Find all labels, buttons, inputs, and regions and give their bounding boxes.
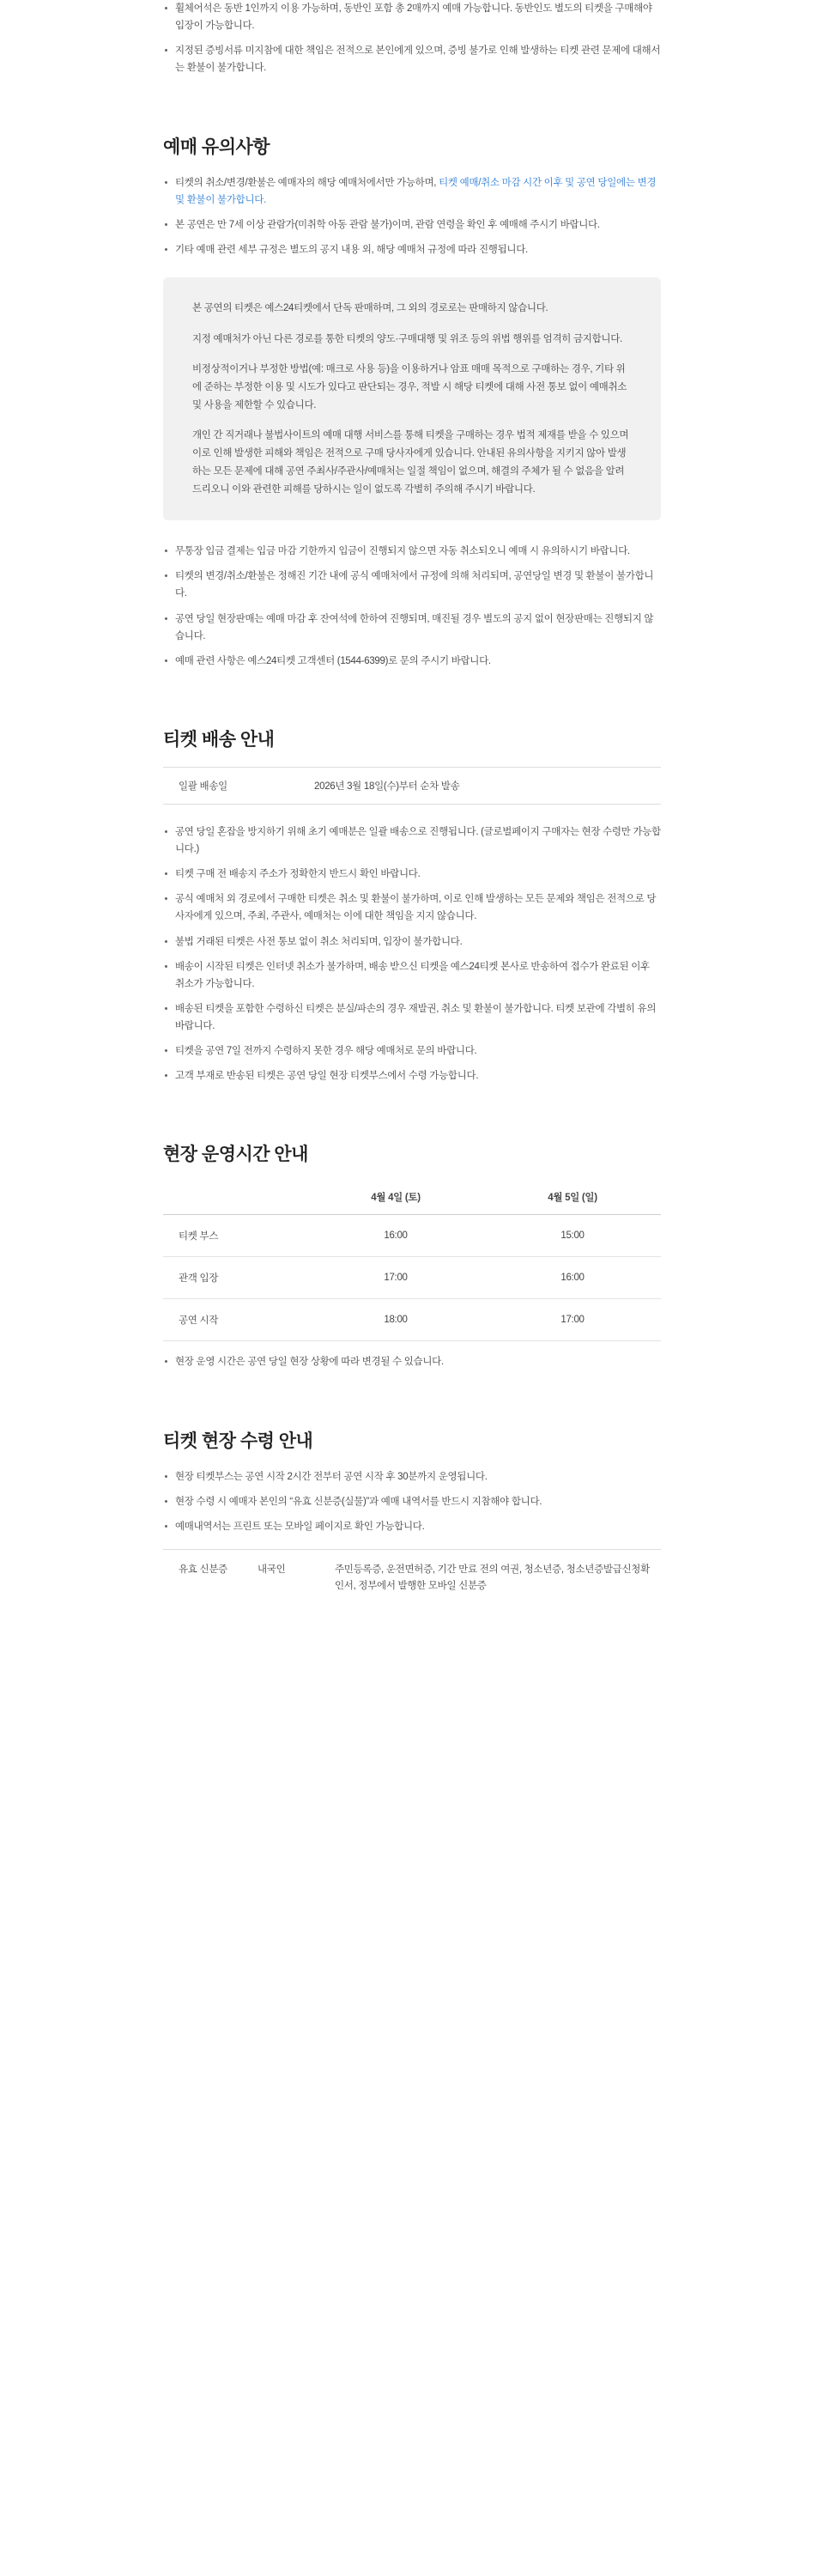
warning-panel <box>163 277 661 520</box>
list-item: 무통장 입금 결제는 입금 마감 기한까지 입금이 진행되지 않으면 자동 취소되오니 예매 시 유의하시기 바랍니다. <box>163 543 661 560</box>
valid-id-list: 주민등록증, 운전면허증, 기간 만료 전의 여권, 청소년증, 청소년증발급신청확인서, 정부에서 발행한 모바일 신분증 <box>335 1549 661 1607</box>
onsite-schedule-table <box>163 1182 661 1341</box>
list-item: 티켓 구매 전 배송지 주소가 정확한지 반드시 확인 바랍니다. <box>163 866 661 883</box>
list-item: 티켓의 변경/취소/환불은 정해진 기간 내에 공식 예매처에서 규정에 의해 처리되며, 공연당일 변경 및 환불이 불가합니다. <box>163 568 661 602</box>
schedule-note-list <box>163 1353 661 1370</box>
warning-paragraph: 지정 예매처가 아닌 다른 경로를 통한 티켓의 양도·구매대행 및 위조 등의 위법 행위를 엄격히 금지합니다. <box>192 333 622 344</box>
table-row <box>163 1549 661 1607</box>
valid-id-table <box>163 1549 661 1607</box>
section-title-booking-notes: 예매 유의사항 <box>163 137 270 157</box>
delivery-notes-list <box>163 823 661 1085</box>
schedule-row-label: 관객 입장 <box>163 1257 307 1299</box>
list-item: 공연 당일 현장판매는 예매 마감 후 잔여석에 한하여 진행되며, 매진될 경우 별도의 공지 없이 현장판매는 진행되지 않습니다. <box>163 611 661 645</box>
table-body <box>163 1215 661 1341</box>
list-item: 현장 수령 시 예매자 본인의 “유효 신분증(실물)”과 예매 내역서를 반드시 지참해야 합니다. <box>163 1493 661 1510</box>
list-item: 지정된 증빙서류 미지참에 대한 책임은 전적으로 본인에게 있으며, 증빙 불가로 인해 발생하는 티켓 관련 문제에 대해서는 환불이 불가합니다. <box>163 42 661 76</box>
warning-paragraph: 개인 간 직거래나 불법사이트의 예매 대행 서비스를 통해 티켓을 구매하는 경우 법적 제재를 받을 수 있으며 이로 인해 발생한 피해와 책임은 전적으로 구매 당사자에게 있습니다. 안내된 유의사항을 지키지 않아 발생하는 모든 문제에 대해 공연 주최사/주관사/예매처는 일절 책임이 없으며, 해결의 주체가 될 수 없음을 알려드리오니 이와 관련한 피해를 당하시는 일이 없도록 각별히 주의해 주시기 바랍니다. <box>192 430 629 495</box>
list-item: 불법 거래된 티켓은 사전 통보 없이 취소 처리되며, 입장이 불가합니다. <box>163 933 661 951</box>
spacer <box>163 677 661 726</box>
list-item: 예매 관련 사항은 예스24티켓 고객센터 (1544-6399)로 문의 주시기 바랍니다. <box>163 653 661 670</box>
list-item: 기타 예매 관련 세부 규정은 별도의 공지 내용 외, 해당 예매처 규정에 따라 진행됩니다. <box>163 241 661 258</box>
spacer <box>163 1379 661 1427</box>
section-title-schedule: 현장 운영시간 안내 <box>163 1145 308 1165</box>
list-item: 티켓을 공연 7일 전까지 수령하지 못한 경우 해당 예매처로 문의 바랍니다. <box>163 1042 661 1060</box>
list-item: 배송된 티켓을 포함한 수령하신 티켓은 분실/파손의 경우 재발권, 취소 및 환불이 불가합니다. 티켓 보관에 각별히 유의 바랍니다. <box>163 1000 661 1035</box>
table-row <box>163 1257 661 1299</box>
schedule-cell: 17:00 <box>484 1299 661 1341</box>
schedule-col-blank <box>163 1182 307 1215</box>
schedule-cell: 17:00 <box>307 1257 484 1299</box>
warning-paragraph: 본 공연의 티켓은 예스24티켓에서 단독 판매하며, 그 외의 경로로는 판매하지 않습니다. <box>192 303 548 313</box>
list-item: 현장 티켓부스는 공연 시작 2시간 전부터 공연 시작 후 30분까지 운영됩니다. <box>163 1468 661 1485</box>
table-row <box>163 767 661 804</box>
schedule-cell: 18:00 <box>307 1299 484 1341</box>
list-item: 현장 운영 시간은 공연 당일 현장 상황에 따라 변경될 수 있습니다. <box>163 1353 661 1370</box>
schedule-cell: 16:00 <box>307 1215 484 1257</box>
list-item-text: 티켓의 취소/변경/환불은 예매자의 해당 예매처에서만 가능하며, <box>175 177 439 188</box>
list-item: 고객 부재로 반송된 티켓은 공연 당일 현장 티켓부스에서 수령 가능합니다. <box>163 1067 661 1084</box>
list-item: 공연 당일 혼잡을 방지하기 위해 초기 예매분은 일괄 배송으로 진행됩니다. (글로벌페이지 구매자는 현장 수령만 가능합니다.) <box>163 823 661 858</box>
valid-id-label: 유효 신분증 <box>163 1549 258 1607</box>
booking-notes-list-after <box>163 543 661 670</box>
schedule-row-label: 티켓 부스 <box>163 1215 307 1257</box>
booking-notes-list <box>163 174 661 259</box>
table-row <box>163 1215 661 1257</box>
schedule-cell: 15:00 <box>484 1215 661 1257</box>
delivery-date-table <box>163 767 661 805</box>
top-continued-list <box>163 0 661 77</box>
spacer <box>163 85 661 133</box>
list-item-accent: 티켓 예매/취소 마감 시간 이후 및 공연 당일에는 변경 및 환불이 불가합니다. <box>175 177 657 205</box>
table-row <box>163 1299 661 1341</box>
content-container <box>163 0 661 1607</box>
schedule-cell: 16:00 <box>484 1257 661 1299</box>
warning-paragraph: 비정상적이거나 부정한 방법(예: 매크로 사용 등)을 이용하거나 암표 매매 목적으로 구매하는 경우, 기타 위에 준하는 부정한 이용 및 시도가 있다고 판단되는 경우, 적발 시 해당 티켓에 대해 사전 통보 없이 예매취소 및 사용을 제한할 수 있습니다. <box>192 364 627 410</box>
spacer <box>163 1092 661 1140</box>
table-header-row <box>163 1182 661 1215</box>
section-title-pickup: 티켓 현장 수령 안내 <box>163 1431 313 1451</box>
pickup-notes-list <box>163 1468 661 1535</box>
list-item: 휠체어석은 동반 1인까지 이용 가능하며, 동반인 포함 총 2매까지 예매 가능합니다. 동반인도 별도의 티켓을 구매해야 입장이 가능합니다. <box>163 0 661 34</box>
list-item: 공식 예매처 외 경로에서 구매한 티켓은 취소 및 환불이 불가하며, 이로 인해 발생하는 모든 문제와 책임은 전적으로 당사자에게 있으며, 주최, 주관사, 예매처는 이에 대한 책임을 지지 않습니다. <box>163 890 661 925</box>
table-head <box>163 1182 661 1215</box>
schedule-col-day2: 4월 5일 (일) <box>484 1182 661 1215</box>
delivery-date-label: 일괄 배송일 <box>163 767 309 804</box>
list-item <box>163 174 661 209</box>
list-item: 예매내역서는 프린트 또는 모바일 페이지로 확인 가능합니다. <box>163 1518 661 1535</box>
delivery-date-value: 2026년 3월 18일(수)부터 순차 발송 <box>309 767 661 804</box>
schedule-col-day1: 4월 4일 (토) <box>307 1182 484 1215</box>
list-item: 배송이 시작된 티켓은 인터넷 취소가 불가하며, 배송 받으신 티켓을 예스24티켓 본사로 반송하여 접수가 완료된 이후 취소가 가능합니다. <box>163 958 661 993</box>
section-title-delivery: 티켓 배송 안내 <box>163 729 275 750</box>
list-item: 본 공연은 만 7세 이상 관람가(미취학 아동 관람 불가)이며, 관람 연령을 확인 후 예매해 주시기 바랍니다. <box>163 216 661 234</box>
schedule-row-label: 공연 시작 <box>163 1299 307 1341</box>
valid-id-category: 내국인 <box>258 1549 335 1607</box>
